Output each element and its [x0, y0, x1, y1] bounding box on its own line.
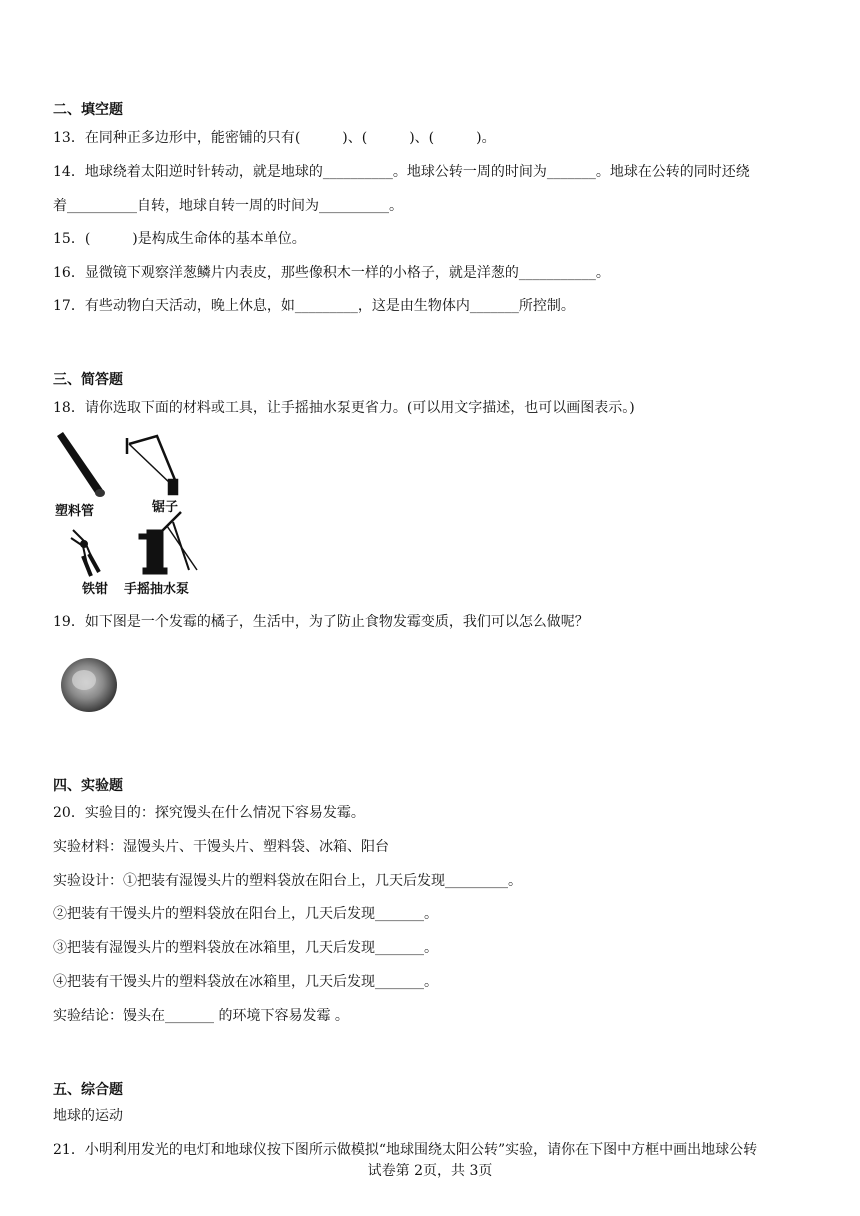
tool-label-saw: 锯子 [152, 500, 179, 515]
section-short-answer: 三、简答题 [53, 372, 123, 388]
experiment-design-1: 实验设计：①把装有湿馒头片的塑料袋放在阳台上，几天后发现_________。 [53, 873, 522, 889]
hand-pump-image [139, 512, 197, 574]
earth-motion-title: 地球的运动 [53, 1108, 123, 1124]
tool-label-pump: 手摇抽水泵 [124, 582, 190, 597]
saw-image [127, 436, 177, 494]
section-fill-in: 二、填空题 [53, 102, 123, 118]
question-14-line1: 14．地球绕着太阳逆时针转动，就是地球的__________。地球公转一周的时间为_______。地球在公转的同时还绕 [53, 164, 750, 180]
tool-label-pipe: 塑料管 [55, 504, 95, 519]
question-20: 20．实验目的：探究馒头在什么情况下容易发霉。 [53, 805, 365, 821]
experiment-conclusion: 实验结论：馒头在_______ 的环境下容易发霉 。 [53, 1008, 349, 1024]
question-21: 21．小明利用发光的电灯和地球仪按下图所示做模拟“地球围绕太阳公转”实验，请你在下图中方框中画出地球公转 [53, 1142, 758, 1158]
question-18: 18．请你选取下面的材料或工具，让手摇抽水泵更省力。(可以用文字描述，也可以画图表示。) [53, 400, 635, 416]
question-14-line2: 着__________自转，地球自转一周的时间为__________。 [53, 198, 403, 214]
question-19: 19．如下图是一个发霉的橘子，生活中，为了防止食物发霉变质，我们可以怎么做呢？ [53, 614, 589, 630]
page-footer: 试卷第 2页，共 3页 [367, 1163, 493, 1179]
experiment-design-4: ④把装有干馒头片的塑料袋放在冰箱里，几天后发现_______。 [53, 974, 438, 990]
experiment-design-3: ③把装有湿馒头片的塑料袋放在冰箱里，几天后发现_______。 [53, 940, 438, 956]
section-experiment: 四、实验题 [53, 778, 123, 794]
plastic-pipe-image [57, 432, 103, 496]
question-15: 15．( )是构成生命体的基本单位。 [53, 231, 306, 247]
question-17: 17．有些动物白天活动，晚上休息，如_________，这是由生物体内_______所控制。 [53, 298, 575, 314]
section-comprehensive: 五、综合题 [53, 1082, 123, 1098]
moldy-orange-image [60, 656, 118, 714]
experiment-design-2: ②把装有干馒头片的塑料袋放在阳台上，几天后发现_______。 [53, 906, 438, 922]
tool-label-pliers: 铁钳 [82, 582, 109, 597]
question-13: 13．在同种正多边形中，能密铺的只有( )、( )、( )。 [53, 130, 496, 146]
experiment-materials: 实验材料：湿馒头片、干馒头片、塑料袋、冰箱、阳台 [53, 839, 389, 855]
question-16: 16．显微镜下观察洋葱鳞片内表皮，那些像积木一样的小格子，就是洋葱的___________。 [53, 265, 610, 281]
pliers-image [71, 530, 99, 576]
